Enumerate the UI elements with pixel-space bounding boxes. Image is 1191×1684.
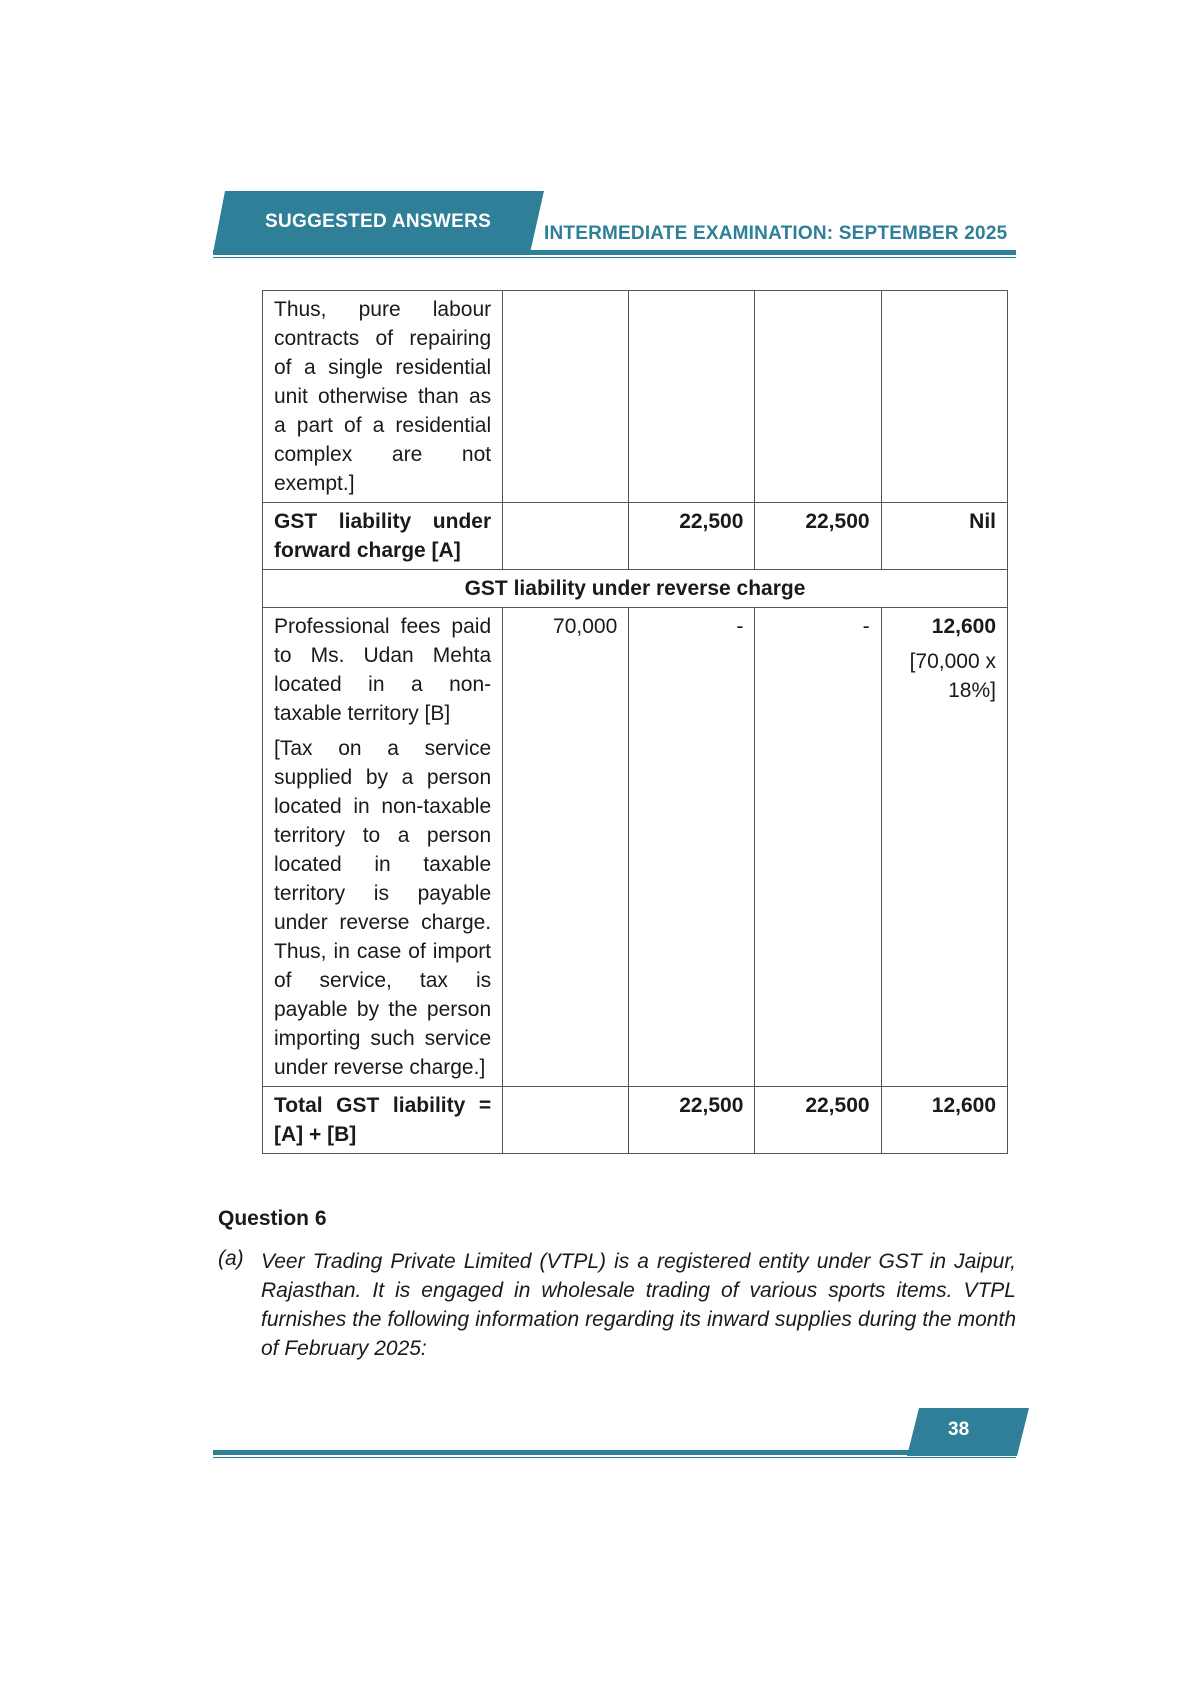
table-cell-value: 70,000	[503, 608, 629, 1087]
table-cell-value: 22,500	[629, 1087, 755, 1154]
table-row	[263, 291, 1008, 503]
igst-calculation-note: [70,000 x 18%]	[909, 650, 996, 702]
forward-charge-label: GST liability under forward charge [A]	[263, 503, 503, 570]
igst-amount: 12,600	[931, 615, 996, 638]
table-cell	[755, 291, 881, 503]
header-tab-label: SUGGESTED ANSWERS	[265, 211, 492, 232]
question-body: Veer Trading Private Limited (VTPL) is a registered entity under GST in Jaipur, Rajasthan. It is engaged in wholesale trading of various sports items. VTPL furnishes the following information regarding its inward supplies during the month of February 2025:	[261, 1250, 1016, 1360]
table-cell-value	[881, 608, 1007, 1087]
table-cell-description	[263, 608, 503, 1087]
table-cell	[881, 291, 1007, 503]
table-cell	[629, 291, 755, 503]
table-row-reverse-charge	[263, 608, 1008, 1087]
reverse-charge-heading: GST liability under reverse charge	[263, 570, 1008, 608]
question-title: Question 6	[218, 1207, 327, 1230]
exam-title: INTERMEDIATE EXAMINATION: SEPTEMBER 2025	[544, 223, 1008, 244]
header-rule-thin	[213, 257, 1016, 258]
page-number: 38	[948, 1419, 970, 1440]
table-cell	[503, 1087, 629, 1154]
table-cell-value: 22,500	[755, 1087, 881, 1154]
table-cell-value: 22,500	[629, 503, 755, 570]
total-liability-label: Total GST liability = [A] + [B]	[263, 1087, 503, 1154]
gst-liability-table	[262, 290, 1008, 1154]
table-row-forward-charge	[263, 503, 1008, 570]
footer-rule	[213, 1450, 1016, 1455]
header-rule	[213, 250, 1016, 255]
table-cell-value: 12,600	[881, 1087, 1007, 1154]
reverse-charge-note: [Tax on a service supplied by a person located in non-taxable territory to a person located in taxable territory is payable under reverse charge. Thus, in case of import of service, tax is payable by the person importing such service under reverse charge.]	[274, 737, 492, 1079]
table-cell-value: -	[755, 608, 881, 1087]
table-cell-value: 22,500	[755, 503, 881, 570]
table-cell	[503, 291, 629, 503]
table-cell-description: Thus, pure labour contracts of repairing of a single residential unit otherwise than as a part of a residential complex are not exempt.]	[263, 291, 503, 503]
table-cell	[503, 503, 629, 570]
question-part-label: (a)	[218, 1247, 244, 1270]
table-section-heading-row	[263, 570, 1008, 608]
professional-fees-label: Professional fees paid to Ms. Udan Mehta located in a non-taxable territory [B]	[274, 615, 492, 725]
table-cell-value: Nil	[881, 503, 1007, 570]
table-cell-value: -	[629, 608, 755, 1087]
footer-rule-thin	[213, 1457, 1016, 1458]
table-row-total	[263, 1087, 1008, 1154]
